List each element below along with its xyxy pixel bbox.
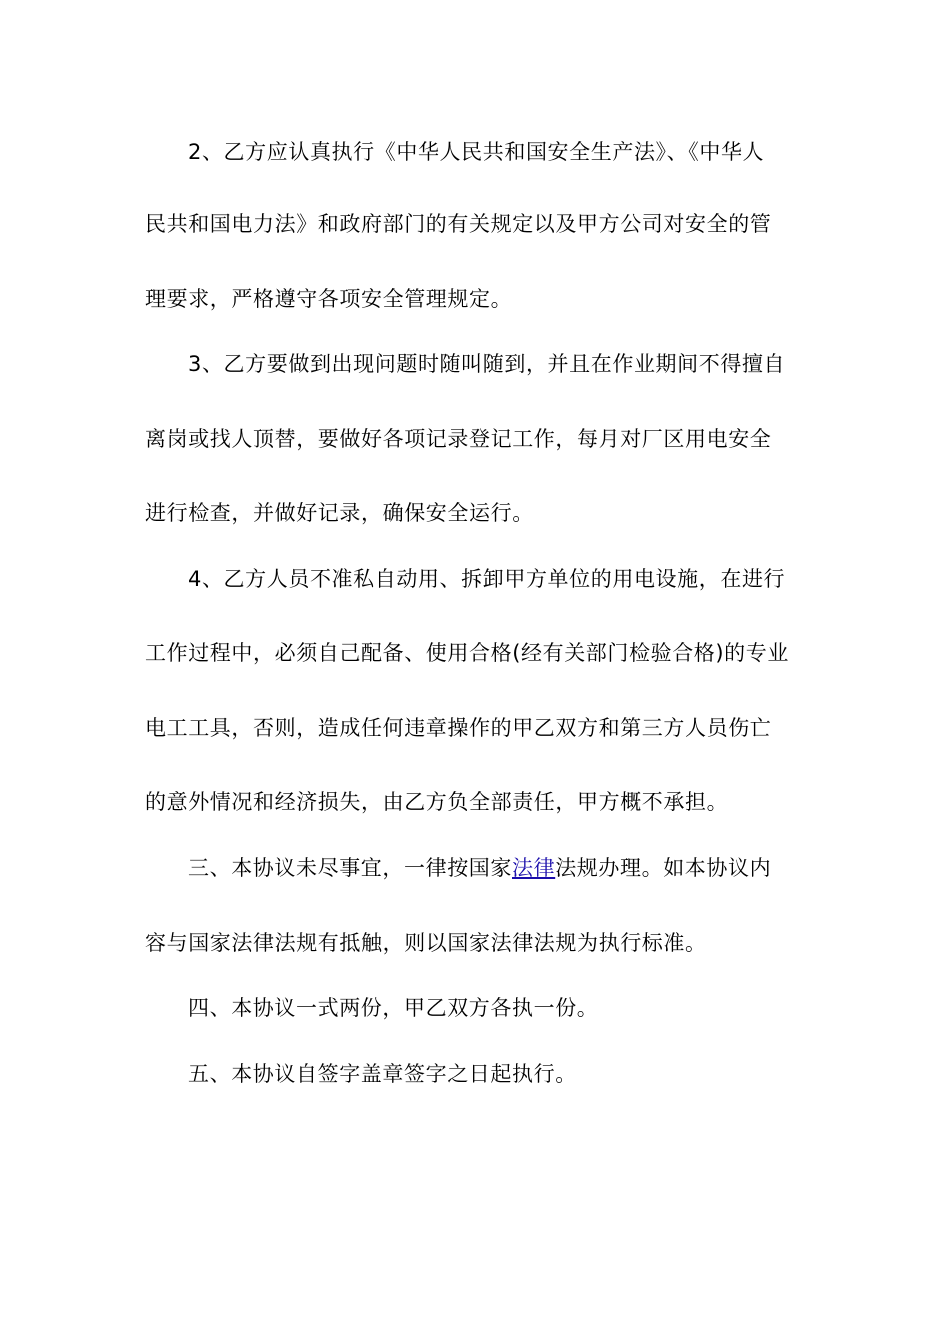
clause-4-line-1: 4、乙方人员不准私自动用、拆卸甲方单位的用电设施，在进行 [188, 567, 786, 591]
law-link[interactable]: 法律 [512, 856, 556, 880]
clause-4-line-4: 的意外情况和经济损失，由乙方负全部责任，甲方概不承担。 [145, 790, 729, 814]
section-3-text-after: 法规办理。如本协议内 [555, 856, 772, 880]
clause-2-line-2: 民共和国电力法》和政府部门的有关规定以及甲方公司对安全的管 [145, 212, 772, 236]
section-4: 四、本协议一式两份，甲乙双方各执一份。 [188, 996, 599, 1020]
clause-3-line-2: 离岗或找人顶替，要做好各项记录登记工作，每月对厂区用电安全 [145, 427, 772, 451]
clause-2-line-3: 理要求，严格遵守各项安全管理规定。 [145, 287, 513, 311]
section-3-text-before: 三、本协议未尽事宜，一律按国家 [188, 856, 512, 880]
section-3-line-1 [188, 854, 771, 882]
clause-2-line-1: 2、乙方应认真执行《中华人民共和国安全生产法》、《中华人 [188, 140, 765, 164]
clause-4-line-3: 电工工具，否则，造成任何违章操作的甲乙双方和第三方人员伤亡 [145, 716, 772, 740]
section-3-line-2: 容与国家法律法规有抵触，则以国家法律法规为执行标准。 [145, 931, 707, 955]
clause-3-line-3: 进行检查，并做好记录，确保安全运行。 [145, 501, 534, 525]
section-5: 五、本协议自签字盖章签字之日起执行。 [188, 1062, 577, 1086]
clause-4-line-2: 工作过程中，必须自己配备、使用合格(经有关部门检验合格)的专业 [145, 641, 789, 665]
clause-3-line-1: 3、乙方要做到出现问题时随叫随到，并且在作业期间不得擅自 [188, 352, 786, 376]
